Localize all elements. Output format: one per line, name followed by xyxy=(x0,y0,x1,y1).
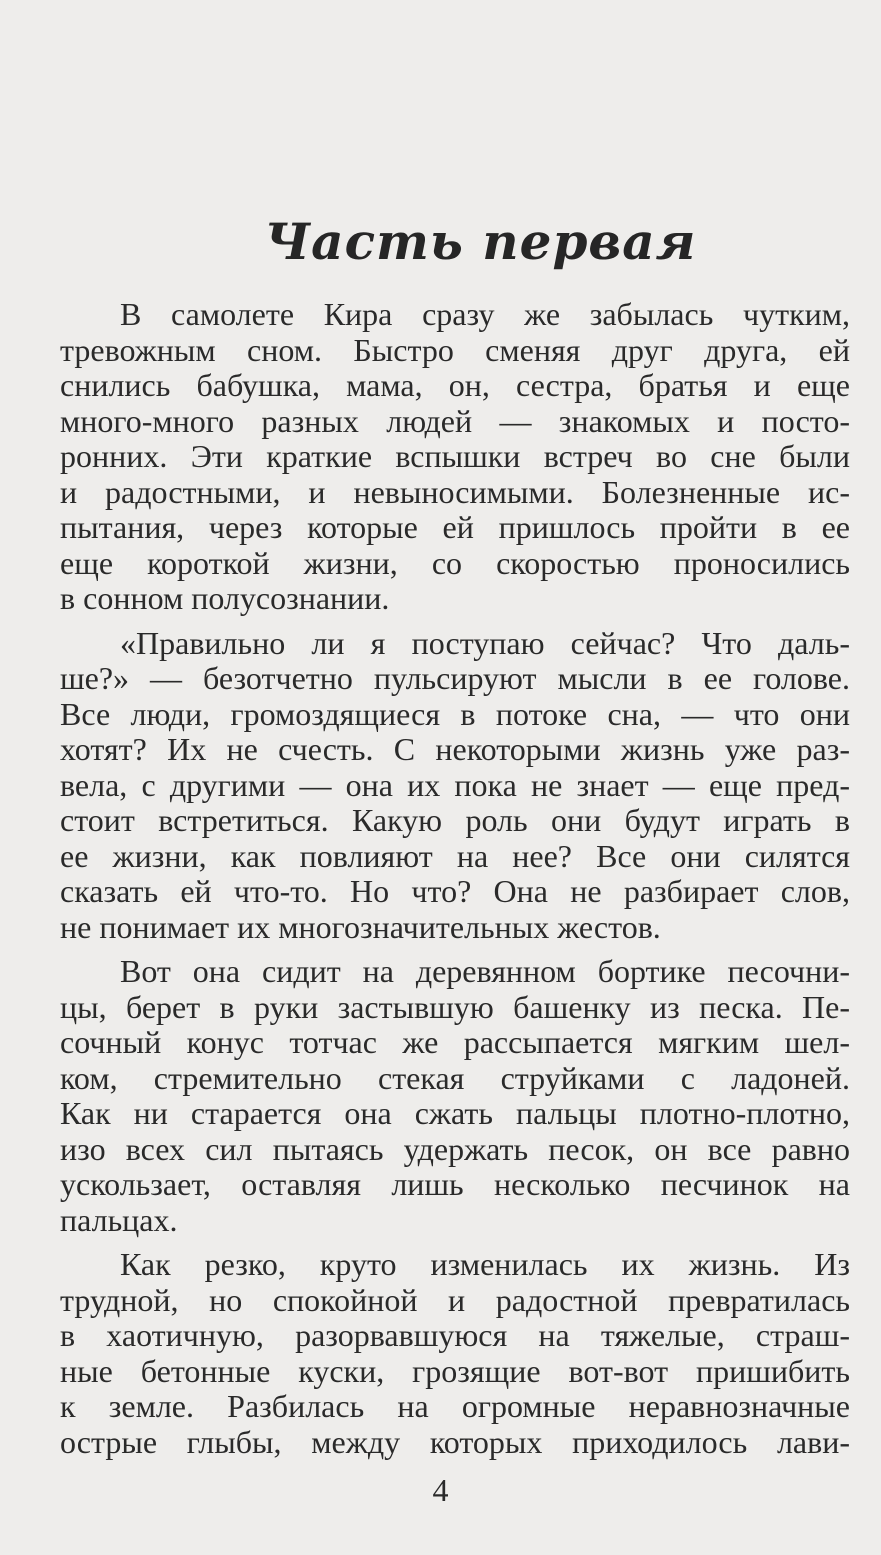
text-line: много-много разных людей — знакомых и посто- xyxy=(60,402,850,439)
text-line: Все люди, громоздящиеся в потоке сна, — что они xyxy=(60,695,850,732)
text-line: Как ни старается она сжать пальцы плотно-плотно, xyxy=(60,1095,850,1131)
paragraph xyxy=(60,626,850,946)
text-line: в хаотичную, разорвавшуюся на тяжелые, страш- xyxy=(60,1317,850,1353)
chapter-title: Часть первая xyxy=(264,212,697,271)
text-line: «Правильно ли я поступаю сейчас? Что даль- xyxy=(120,624,850,661)
text-line: стоит встретиться. Какую роль они будут играть в xyxy=(60,802,850,838)
text-line: ком, стремительно стекая струйками с ладоней. xyxy=(60,1059,850,1096)
text-line: острые глыбы, между которых приходилось лави- xyxy=(60,1423,850,1460)
text-line: ее жизни, как повлияют на нее? Все они силятся xyxy=(60,837,850,874)
paragraph xyxy=(60,1247,850,1460)
text-line: пытания, через которые ей пришлось пройти в ее xyxy=(60,509,850,545)
text-line: сказать ей что-то. Но что? Она не разбирает слов, xyxy=(60,873,850,909)
text-line: ускользает, оставляя лишь несколько песчинок на xyxy=(60,1166,850,1202)
text-line: снились бабушка, мама, он, сестра, братья и еще xyxy=(60,367,850,403)
text-line: ронних. Эти краткие вспышки встреч во сне были xyxy=(60,438,850,474)
text-line: не понимает их многозначительных жестов. xyxy=(60,908,661,945)
text-body xyxy=(60,297,850,1460)
text-line: изо всех сил пытаясь удержать песок, он все равно xyxy=(60,1130,850,1167)
page-number: 4 xyxy=(432,1472,449,1508)
text-line: цы, берет в руки застывшую башенку из песка. Пе- xyxy=(60,988,850,1025)
text-line: тревожным сном. Быстро сменяя друг друга, ей xyxy=(60,331,850,368)
text-line: и радостными, и невыносимыми. Болезненные ис- xyxy=(60,473,850,510)
text-line: хотят? Их не счесть. С некоторыми жизнь уже раз- xyxy=(60,731,850,767)
text-line: Как резко, круто изменилась их жизнь. Из xyxy=(120,1246,850,1282)
text-line: в сонном полусознании. xyxy=(60,580,390,616)
text-line: ные бетонные куски, грозящие вот-вот пришибить xyxy=(60,1352,850,1389)
text-line: В самолете Кира сразу же забылась чутким, xyxy=(120,296,850,332)
text-line: к земле. Разбилась на огромные неравнозначные xyxy=(60,1388,850,1424)
text-line: сочный конус тотчас же рассыпается мягким шел- xyxy=(60,1024,850,1060)
text-line: вела, с другими — она их пока не знает — еще пред- xyxy=(60,766,850,803)
paragraph xyxy=(60,954,850,1238)
text-line: еще короткой жизни, со скоростью проносились xyxy=(60,544,850,581)
text-line: трудной, но спокойной и радостной превратилась xyxy=(60,1281,850,1318)
text-line: пальцах. xyxy=(60,1201,178,1238)
text-line: Вот она сидит на деревянном бортике песочни- xyxy=(120,953,850,989)
paragraph xyxy=(60,297,850,617)
text-line: ше?» — безотчетно пульсируют мысли в ее голове. xyxy=(60,660,850,696)
